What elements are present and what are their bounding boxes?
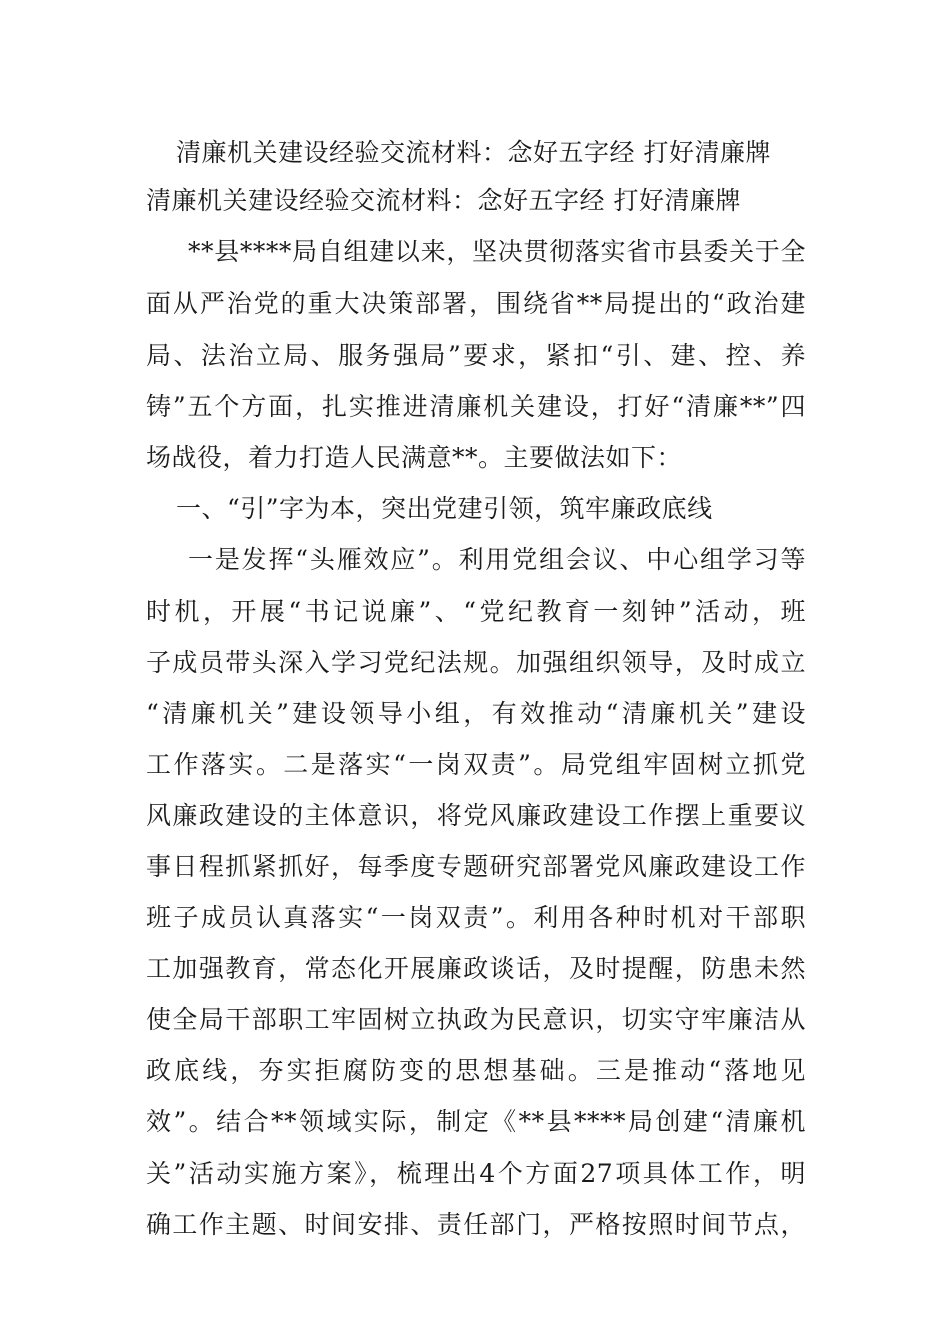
body-line: 场战役，着力打造人民满意**。主要做法如下： <box>146 443 683 472</box>
body-line: 工加强教育，常态化开展廉政谈话，及时提醒，防患未然 <box>146 954 806 983</box>
document-subtitle: 清廉机关建设经验交流材料：念好五字经 打好清廉牌 <box>146 186 741 215</box>
body-line: 一是发挥“头雁效应”。利用党组会议、中心组学习等 <box>188 545 806 574</box>
body-line: 局、法治立局、服务强局”要求，紧扣“引、建、控、养 <box>146 341 806 370</box>
body-line: 铸”五个方面，扎实推进清廉机关建设，打好“清廉**”四 <box>146 392 806 421</box>
body-line: 工作落实。二是落实“一岗双责”。局党组牢固树立抓党 <box>146 750 806 779</box>
body-line: 子成员带头深入学习党纪法规。加强组织领导，及时成立 <box>146 648 806 677</box>
section-heading: 一、“引”字为本，突出党建引领，筑牢廉政底线 <box>176 494 713 523</box>
body-line: 事日程抓紧抓好，每季度专题研究部署党风廉政建设工作 <box>146 852 806 881</box>
body-line: 政底线，夯实拒腐防变的思想基础。三是推动“落地见 <box>146 1056 806 1085</box>
body-line: 关”活动实施方案》，梳理出4个方面27项具体工作，明 <box>146 1159 806 1188</box>
body-line: 使全局干部职工牢固树立执政为民意识，切实守牢廉洁从 <box>146 1005 806 1034</box>
body-line: 风廉政建设的主体意识，将党风廉政建设工作摆上重要议 <box>146 801 806 830</box>
body-line: 班子成员认真落实“一岗双责”。利用各种时机对干部职 <box>146 903 806 932</box>
body-line: 效”。结合**领域实际，制定《**县****局创建“清廉机 <box>146 1107 806 1136</box>
body-line: “清廉机关”建设领导小组，有效推动“清廉机关”建设 <box>146 699 806 728</box>
body-line: 时机，开展“书记说廉”、“党纪教育一刻钟”活动，班 <box>146 597 806 626</box>
document-title: 清廉机关建设经验交流材料：念好五字经 打好清廉牌 <box>176 138 771 167</box>
body-line: 确工作主题、时间安排、责任部门，严格按照时间节点， <box>146 1210 806 1239</box>
body-line: 面从严治党的重大决策部署，围绕省**局提出的“政治建 <box>146 289 806 318</box>
body-line: **县****局自组建以来，坚决贯彻落实省市县委关于全 <box>188 237 806 266</box>
